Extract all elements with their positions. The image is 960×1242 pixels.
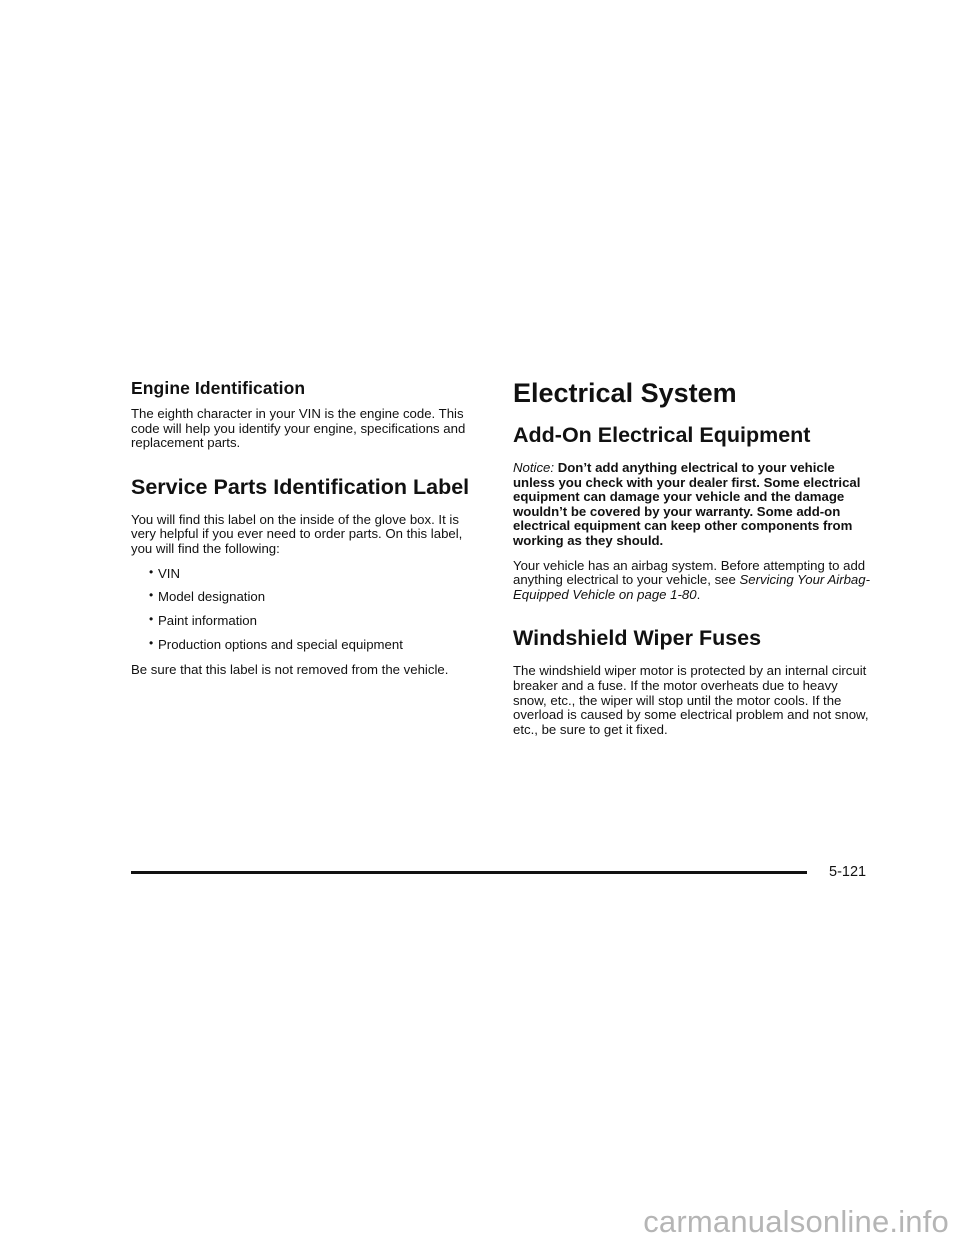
bullet-icon: •: [149, 564, 154, 579]
notice-text: Don’t add anything electrical to your vehicle unless you check with your dealer first. Some electrical equipment can damage your vehicle and the damage wouldn’t be covered by your warranty. Some add-on electrical equipment can keep other components from working as they should.: [513, 460, 861, 548]
airbag-paragraph: Your vehicle has an airbag system. Before attempting to add anything electrical to your vehicle, see Servicing Your Airbag-Equipped Vehicle on page 1-80.: [513, 557, 870, 602]
notice-label: Notice:: [513, 460, 555, 475]
airbag-page-reference: Servicing Your Airbag-Equipped Vehicle on page 1-80: [513, 572, 870, 602]
electrical-system-heading: Electrical System: [513, 378, 737, 408]
add-on-equipment-heading: Add-On Electrical Equipment: [513, 423, 811, 447]
airbag-text: Your vehicle has an airbag system. Before attempting to add anything electrical to your vehicle, see: [513, 557, 866, 588]
bullet-icon: •: [149, 588, 154, 603]
bullet-icon: •: [149, 612, 154, 627]
list-item: • VIN: [149, 564, 180, 581]
service-parts-text: You will find this label on the inside of the glove box. It is very helpful if you ever need to order parts. On this label, you will find the following:: [131, 511, 463, 556]
list-item: • Production options and special equipment: [149, 635, 403, 652]
footer-rule: [131, 871, 807, 874]
engine-identification-heading: Engine Identification: [131, 378, 306, 398]
wiper-fuses-text: The windshield wiper motor is protected by an internal circuit breaker and a fuse. If the motor overheats due to heavy snow, etc., the wiper will stop until the motor cools. If the overload is caused by some electrical problem and not snow, etc., be sure to get it fixed.: [513, 663, 869, 737]
left-column: [131, 378, 483, 687]
service-parts-heading: Service Parts Identification Label: [131, 474, 470, 499]
bullet-icon: •: [149, 635, 154, 650]
label-contents-list: [131, 564, 483, 653]
label-warning-text: Be sure that this label is not removed from the vehicle.: [131, 661, 449, 677]
watermark: carmanualsonline.info: [643, 1204, 949, 1239]
list-item: • Paint information: [149, 612, 257, 629]
notice-paragraph: [513, 461, 875, 549]
engine-identification-text: The eighth character in your VIN is the engine code. This code will help you identify your engine, specifications and replacement parts.: [131, 406, 466, 451]
page-number: 5-121: [829, 864, 867, 880]
wiper-fuses-heading: Windshield Wiper Fuses: [513, 626, 762, 651]
list-item: • Model designation: [149, 588, 266, 605]
right-column: [513, 378, 875, 747]
